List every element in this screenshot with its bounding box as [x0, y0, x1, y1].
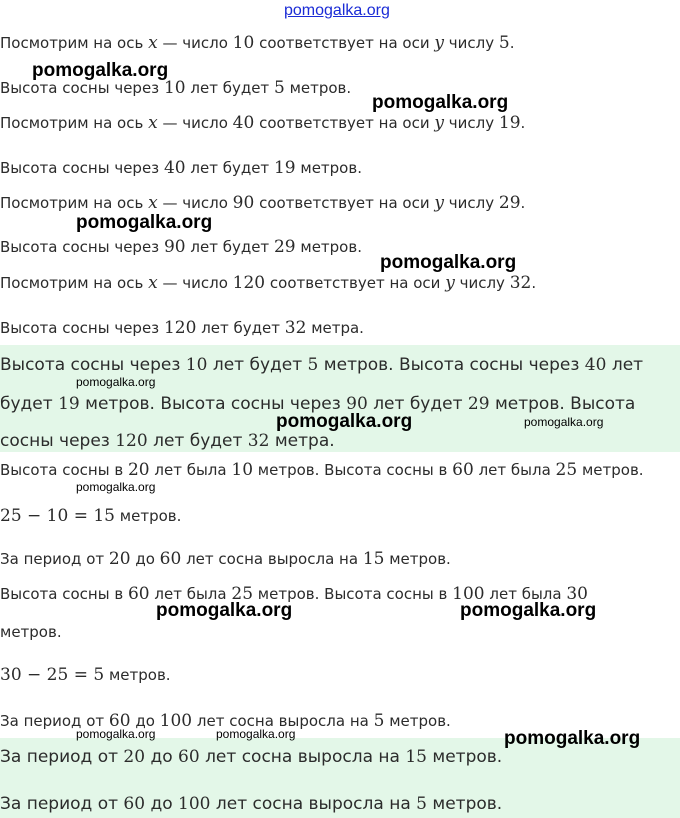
- text-line: Посмотрим на ось x — число 90 соответствует на оси y числу 29.: [0, 193, 526, 213]
- answer-line: сосны через 120 лет будет 32 метра.: [0, 431, 335, 451]
- watermark: pomogalka.org: [372, 92, 509, 113]
- watermark: pomogalka.org: [76, 480, 156, 494]
- answer-line: Высота сосны через 10 лет будет 5 метров. Высота сосны через 40 лет: [0, 355, 644, 375]
- text-line: Посмотрим на ось x — число 120 соответствует на оси y числу 32.: [0, 273, 537, 293]
- watermark: pomogalka.org: [276, 411, 413, 432]
- text-line: метров.: [0, 623, 62, 641]
- answer-line: За период от 20 до 60 лет сосна выросла на 15 метров.: [0, 747, 503, 767]
- equation-line: 25 − 10 = 15 метров.: [0, 506, 182, 526]
- watermark-link[interactable]: pomogalka.org: [284, 2, 390, 19]
- answer-line: За период от 60 до 100 лет сосна выросла на 5 метров.: [0, 794, 503, 814]
- watermark: pomogalka.org: [504, 728, 641, 749]
- text-line: Высота сосны через 120 лет будет 32 метра.: [0, 318, 364, 338]
- watermark: pomogalka.org: [32, 60, 169, 81]
- text-line: Высота сосны через 40 лет будет 19 метров.: [0, 158, 362, 178]
- text-line: Высота сосны через 90 лет будет 29 метров.: [0, 237, 362, 257]
- watermark: pomogalka.org: [524, 415, 604, 429]
- watermark: pomogalka.org: [156, 600, 293, 621]
- watermark: pomogalka.org: [76, 727, 156, 741]
- text-line: Посмотрим на ось x — число 10 соответствует на оси y числу 5.: [0, 33, 515, 53]
- text-line: Посмотрим на ось x — число 40 соответствует на оси y числу 19.: [0, 113, 526, 133]
- watermark: pomogalka.org: [216, 727, 296, 741]
- watermark: pomogalka.org: [76, 212, 213, 233]
- answer-line: будет 19 метров. Высота сосны через 90 лет будет 29 метров. Высота: [0, 394, 636, 414]
- watermark: pomogalka.org: [380, 252, 517, 273]
- equation-line: 30 − 25 = 5 метров.: [0, 665, 171, 685]
- text-line: За период от 60 до 100 лет сосна выросла на 5 метров.: [0, 711, 451, 731]
- text-line: Высота сосны через 10 лет будет 5 метров.: [0, 78, 352, 98]
- text-line: За период от 20 до 60 лет сосна выросла на 15 метров.: [0, 549, 451, 569]
- text-line: Высота сосны в 60 лет была 25 метров. Высота сосны в 100 лет была 30: [0, 584, 588, 604]
- watermark: pomogalka.org: [460, 600, 597, 621]
- text-line: Высота сосны в 20 лет была 10 метров. Высота сосны в 60 лет была 25 метров.: [0, 460, 644, 480]
- watermark: pomogalka.org: [76, 375, 156, 389]
